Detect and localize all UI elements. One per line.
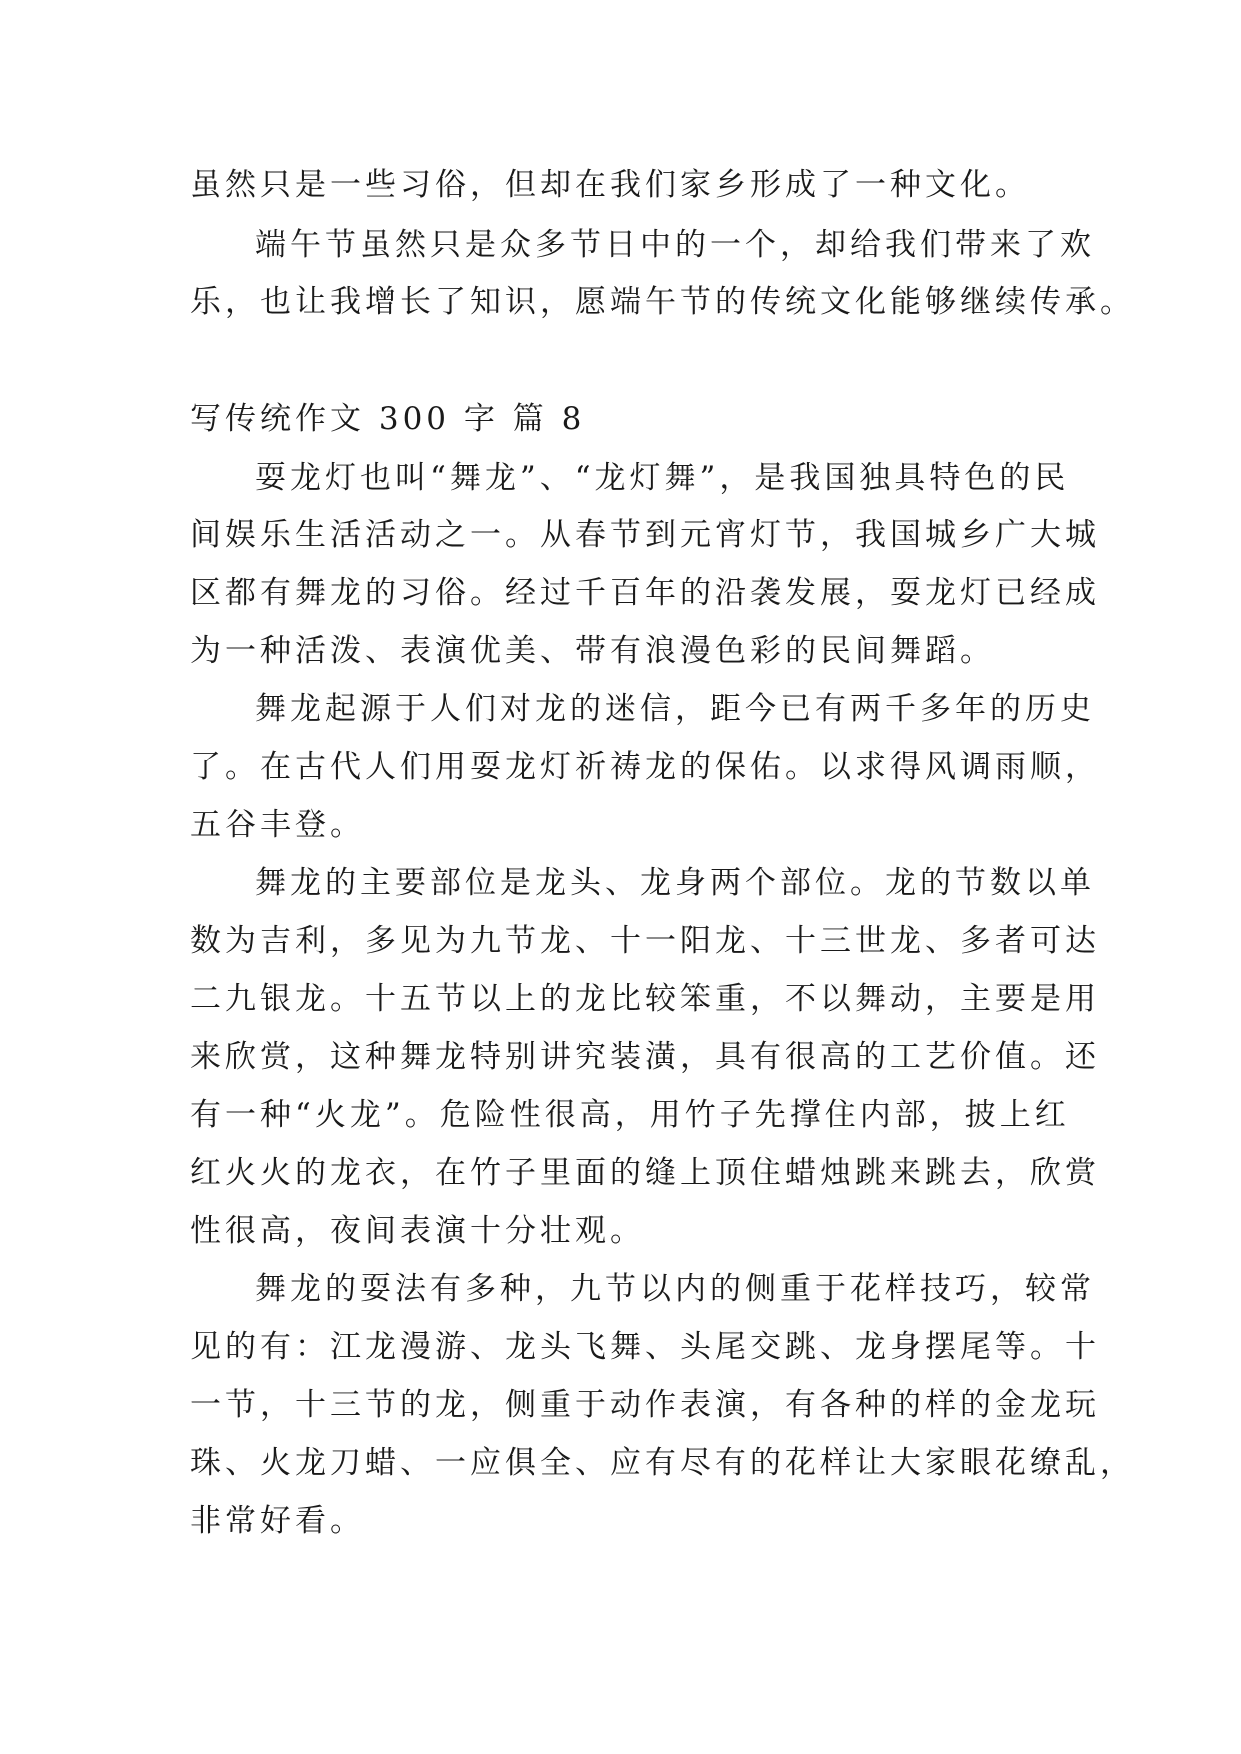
paragraph-line: 舞龙的主要部位是龙头、龙身两个部位。龙的节数以单 — [255, 865, 1095, 901]
paragraph-line: 舞龙的耍法有多种，九节以内的侧重于花样技巧，较常 — [255, 1271, 1095, 1307]
paragraph-line: 见的有：江龙漫游、龙头飞舞、头尾交跳、龙身摆尾等。十 — [190, 1329, 1100, 1365]
paragraph-line: 红火火的龙衣，在竹子里面的缝上顶住蜡烛跳来跳去，欣赏 — [190, 1155, 1100, 1191]
paragraph-line: 珠、火龙刀蜡、一应俱全、应有尽有的花样让大家眼花缭乱， — [190, 1445, 1135, 1481]
paragraph-line: 耍龙灯也叫“舞龙”、“龙灯舞”，是我国独具特色的民 — [255, 460, 1070, 496]
paragraph-line: 了。在古代人们用耍龙灯祈祷龙的保佑。以求得风调雨顺， — [190, 749, 1100, 785]
paragraph-line: 五谷丰登。 — [190, 807, 365, 843]
paragraph-line: 区都有舞龙的习俗。经过千百年的沿袭发展，耍龙灯已经成 — [190, 575, 1100, 611]
paragraph-line: 舞龙起源于人们对龙的迷信，距今已有两千多年的历史 — [255, 691, 1095, 727]
paragraph-line: 间娱乐生活活动之一。从春节到元宵灯节，我国城乡广大城 — [190, 517, 1100, 553]
paragraph-line: 虽然只是一些习俗，但却在我们家乡形成了一种文化。 — [190, 167, 1030, 203]
paragraph-line: 性很高，夜间表演十分壮观。 — [190, 1213, 645, 1249]
paragraph-line: 来欣赏，这种舞龙特别讲究装潢，具有很高的工艺价值。还 — [190, 1039, 1100, 1075]
paragraph-line: 非常好看。 — [190, 1503, 365, 1539]
paragraph-line: 数为吉利，多见为九节龙、十一阳龙、十三世龙、多者可达 — [190, 923, 1100, 959]
section-heading: 写传统作文 300 字 篇 8 — [190, 401, 586, 437]
paragraph-line: 乐，也让我增长了知识，愿端午节的传统文化能够继续传承。 — [190, 284, 1135, 320]
paragraph-line: 二九银龙。十五节以上的龙比较笨重，不以舞动，主要是用 — [190, 981, 1100, 1017]
paragraph-line: 为一种活泼、表演优美、带有浪漫色彩的民间舞蹈。 — [190, 633, 995, 669]
paragraph-line: 端午节虽然只是众多节日中的一个，却给我们带来了欢 — [255, 227, 1095, 263]
paragraph-line: 一节，十三节的龙，侧重于动作表演，有各种的样的金龙玩 — [190, 1387, 1100, 1423]
paragraph-line: 有一种“火龙”。危险性很高，用竹子先撑住内部，披上红 — [190, 1097, 1070, 1133]
